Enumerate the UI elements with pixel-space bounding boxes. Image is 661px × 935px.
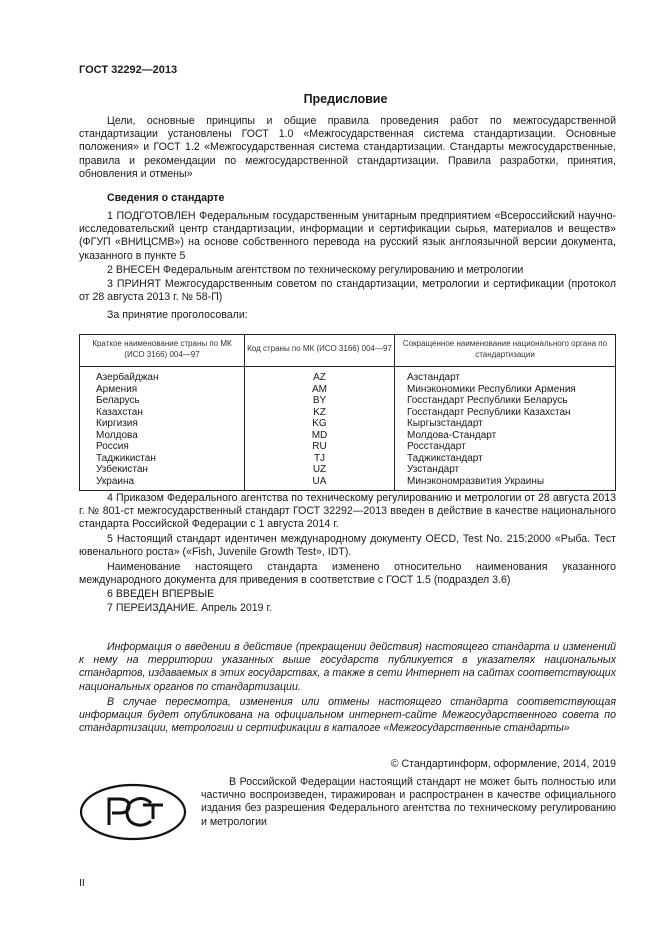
section-title: Сведения о стандарте: [107, 192, 225, 204]
body-cell: Кыргызстандарт: [395, 418, 616, 430]
item-5-note: Наименование настоящего стандарта изменено относительно наименования указанного международного документа для приведения в соответствие с ГОСТ 1.5 (подраздел 3.6): [79, 561, 616, 587]
item-2: 2 ВНЕСЕН Федеральным агентством по техническому регулированию и метрологии: [107, 264, 524, 276]
page-number: II: [79, 877, 85, 889]
rst-logo: [79, 783, 187, 846]
table-row: [80, 441, 616, 453]
country-cell: Молдова: [80, 430, 245, 442]
table-row: [80, 395, 616, 407]
item-6: 6 ВВЕДЕН ВПЕРВЫЕ: [107, 588, 215, 600]
item-3: 3 ПРИНЯТ Межгосударственным советом по стандартизации, метрологии и сертификации (протокол от 28 августа 2013 г. № 58-П): [79, 278, 616, 304]
rst-emblem-icon: [79, 783, 187, 841]
table-row: [80, 367, 616, 384]
document-code: ГОСТ 32292—2013: [79, 64, 178, 76]
notice-introduction: Информация о введении в действие (прекращении действия) настоящего стандарта и изменений к нему на территории указанных выше государств публикуется в указателях национальных стандартов, издаваемых в этих государствах, а также в сети Интернет на сайтах соответствующих национальных органов по стандартизации.: [79, 641, 616, 693]
body-cell: Росстандарт: [395, 441, 616, 453]
page-title: Предисловие: [303, 92, 388, 106]
code-cell: KG: [245, 418, 395, 430]
country-cell: Армения: [80, 384, 245, 396]
body-cell: Молдова-Стандарт: [395, 430, 616, 442]
copyright: © Стандартинформ, оформление, 2014, 2019: [390, 758, 616, 770]
code-cell: MD: [245, 430, 395, 442]
table-row: [80, 430, 616, 442]
code-cell: AZ: [245, 367, 395, 384]
code-cell: UZ: [245, 464, 395, 476]
table-header-row: [80, 335, 616, 367]
body-cell: Таджикстандарт: [395, 453, 616, 465]
country-cell: Украина: [80, 476, 245, 491]
item-7: 7 ПЕРЕИЗДАНИЕ. Апрель 2019 г.: [107, 602, 273, 614]
code-cell: BY: [245, 395, 395, 407]
table-row: [80, 476, 616, 491]
notice-revision: В случае пересмотра, изменения или отмены настоящего стандарта соответствующая информация будет опубликована на официальном интернет-сайте Межгосударственного совета по стандартизации, метрологии и сертификации в каталоге «Межгосударственные стандарты»: [79, 696, 616, 735]
column-header-country: Краткое наименование страны по МК (ИСО 3166) 004—97: [80, 335, 245, 367]
item-5: 5 Настоящий стандарт идентичен международному документу OECD, Test No. 215:2000 «Рыба. Тест ювенального роста» («Fish, Juvenile Growth Test», IDT).: [79, 533, 616, 559]
voted-label: За принятие проголосовали:: [107, 309, 248, 321]
table-row: [80, 464, 616, 476]
country-cell: Киргизия: [80, 418, 245, 430]
intro-paragraph: Цели, основные принципы и общие правила проведения работ по межгосударственной стандартизации установлены ГОСТ 1.0 «Межгосударственная система стандартизации. Основные положения» и ГОСТ 1.2 «Межгосударственная система стандартизации. Стандарты межгосударственные, правила и рекомендации по межгосударственной стандартизации. Правила разработки, принятия, обновления и отмены»: [79, 115, 616, 180]
body-cell: Узстандарт: [395, 464, 616, 476]
table-row: [80, 407, 616, 419]
code-cell: KZ: [245, 407, 395, 419]
column-header-code: Код страны по МК (ИСО 3166) 004—97: [245, 335, 395, 367]
country-cell: Казахстан: [80, 407, 245, 419]
table-row: [80, 418, 616, 430]
country-cell: Таджикистан: [80, 453, 245, 465]
code-cell: AM: [245, 384, 395, 396]
table-row: [80, 384, 616, 396]
rights-notice: В Российской Федерации настоящий стандарт не может быть полностью или частично воспроизведен, тиражирован и распространен в качестве официального издания без разрешения Федерального агентства по техническому регулированию и метрологии: [201, 776, 616, 828]
country-cell: Узбекистан: [80, 464, 245, 476]
body-cell: Минэкономики Республики Армения: [395, 384, 616, 396]
item-1: 1 ПОДГОТОВЛЕН Федеральным государственным унитарным предприятием «Всероссийский научно-исследовательский центр стандартизации, информации и сертификации сырья, материалов и веществ» (ФГУП «ВНИЦСМВ») на основе собственного перевода на русский язык англоязычной версии документа, указанного в пункте 5: [79, 210, 616, 262]
country-cell: Беларусь: [80, 395, 245, 407]
column-header-body: Сокращенное наименование национального органа по стандартизации: [395, 335, 616, 367]
country-cell: Азербайджан: [80, 367, 245, 384]
code-cell: TJ: [245, 453, 395, 465]
body-cell: Азстандарт: [395, 367, 616, 384]
table-row: [80, 453, 616, 465]
code-cell: UA: [245, 476, 395, 491]
body-cell: Минэкономразвития Украины: [395, 476, 616, 491]
item-4: 4 Приказом Федерального агентства по техническому регулированию и метрологии от 28 августа 2013 г. № 801-ст межгосударственный стандарт ГОСТ 32292—2013 введен в действие в качестве национального стандарта Российской Федерации с 1 августа 2014 г.: [79, 492, 616, 531]
code-cell: RU: [245, 441, 395, 453]
body-cell: Госстандарт Республики Беларусь: [395, 395, 616, 407]
country-cell: Россия: [80, 441, 245, 453]
body-cell: Госстандарт Республики Казахстан: [395, 407, 616, 419]
voting-table: [79, 334, 616, 491]
